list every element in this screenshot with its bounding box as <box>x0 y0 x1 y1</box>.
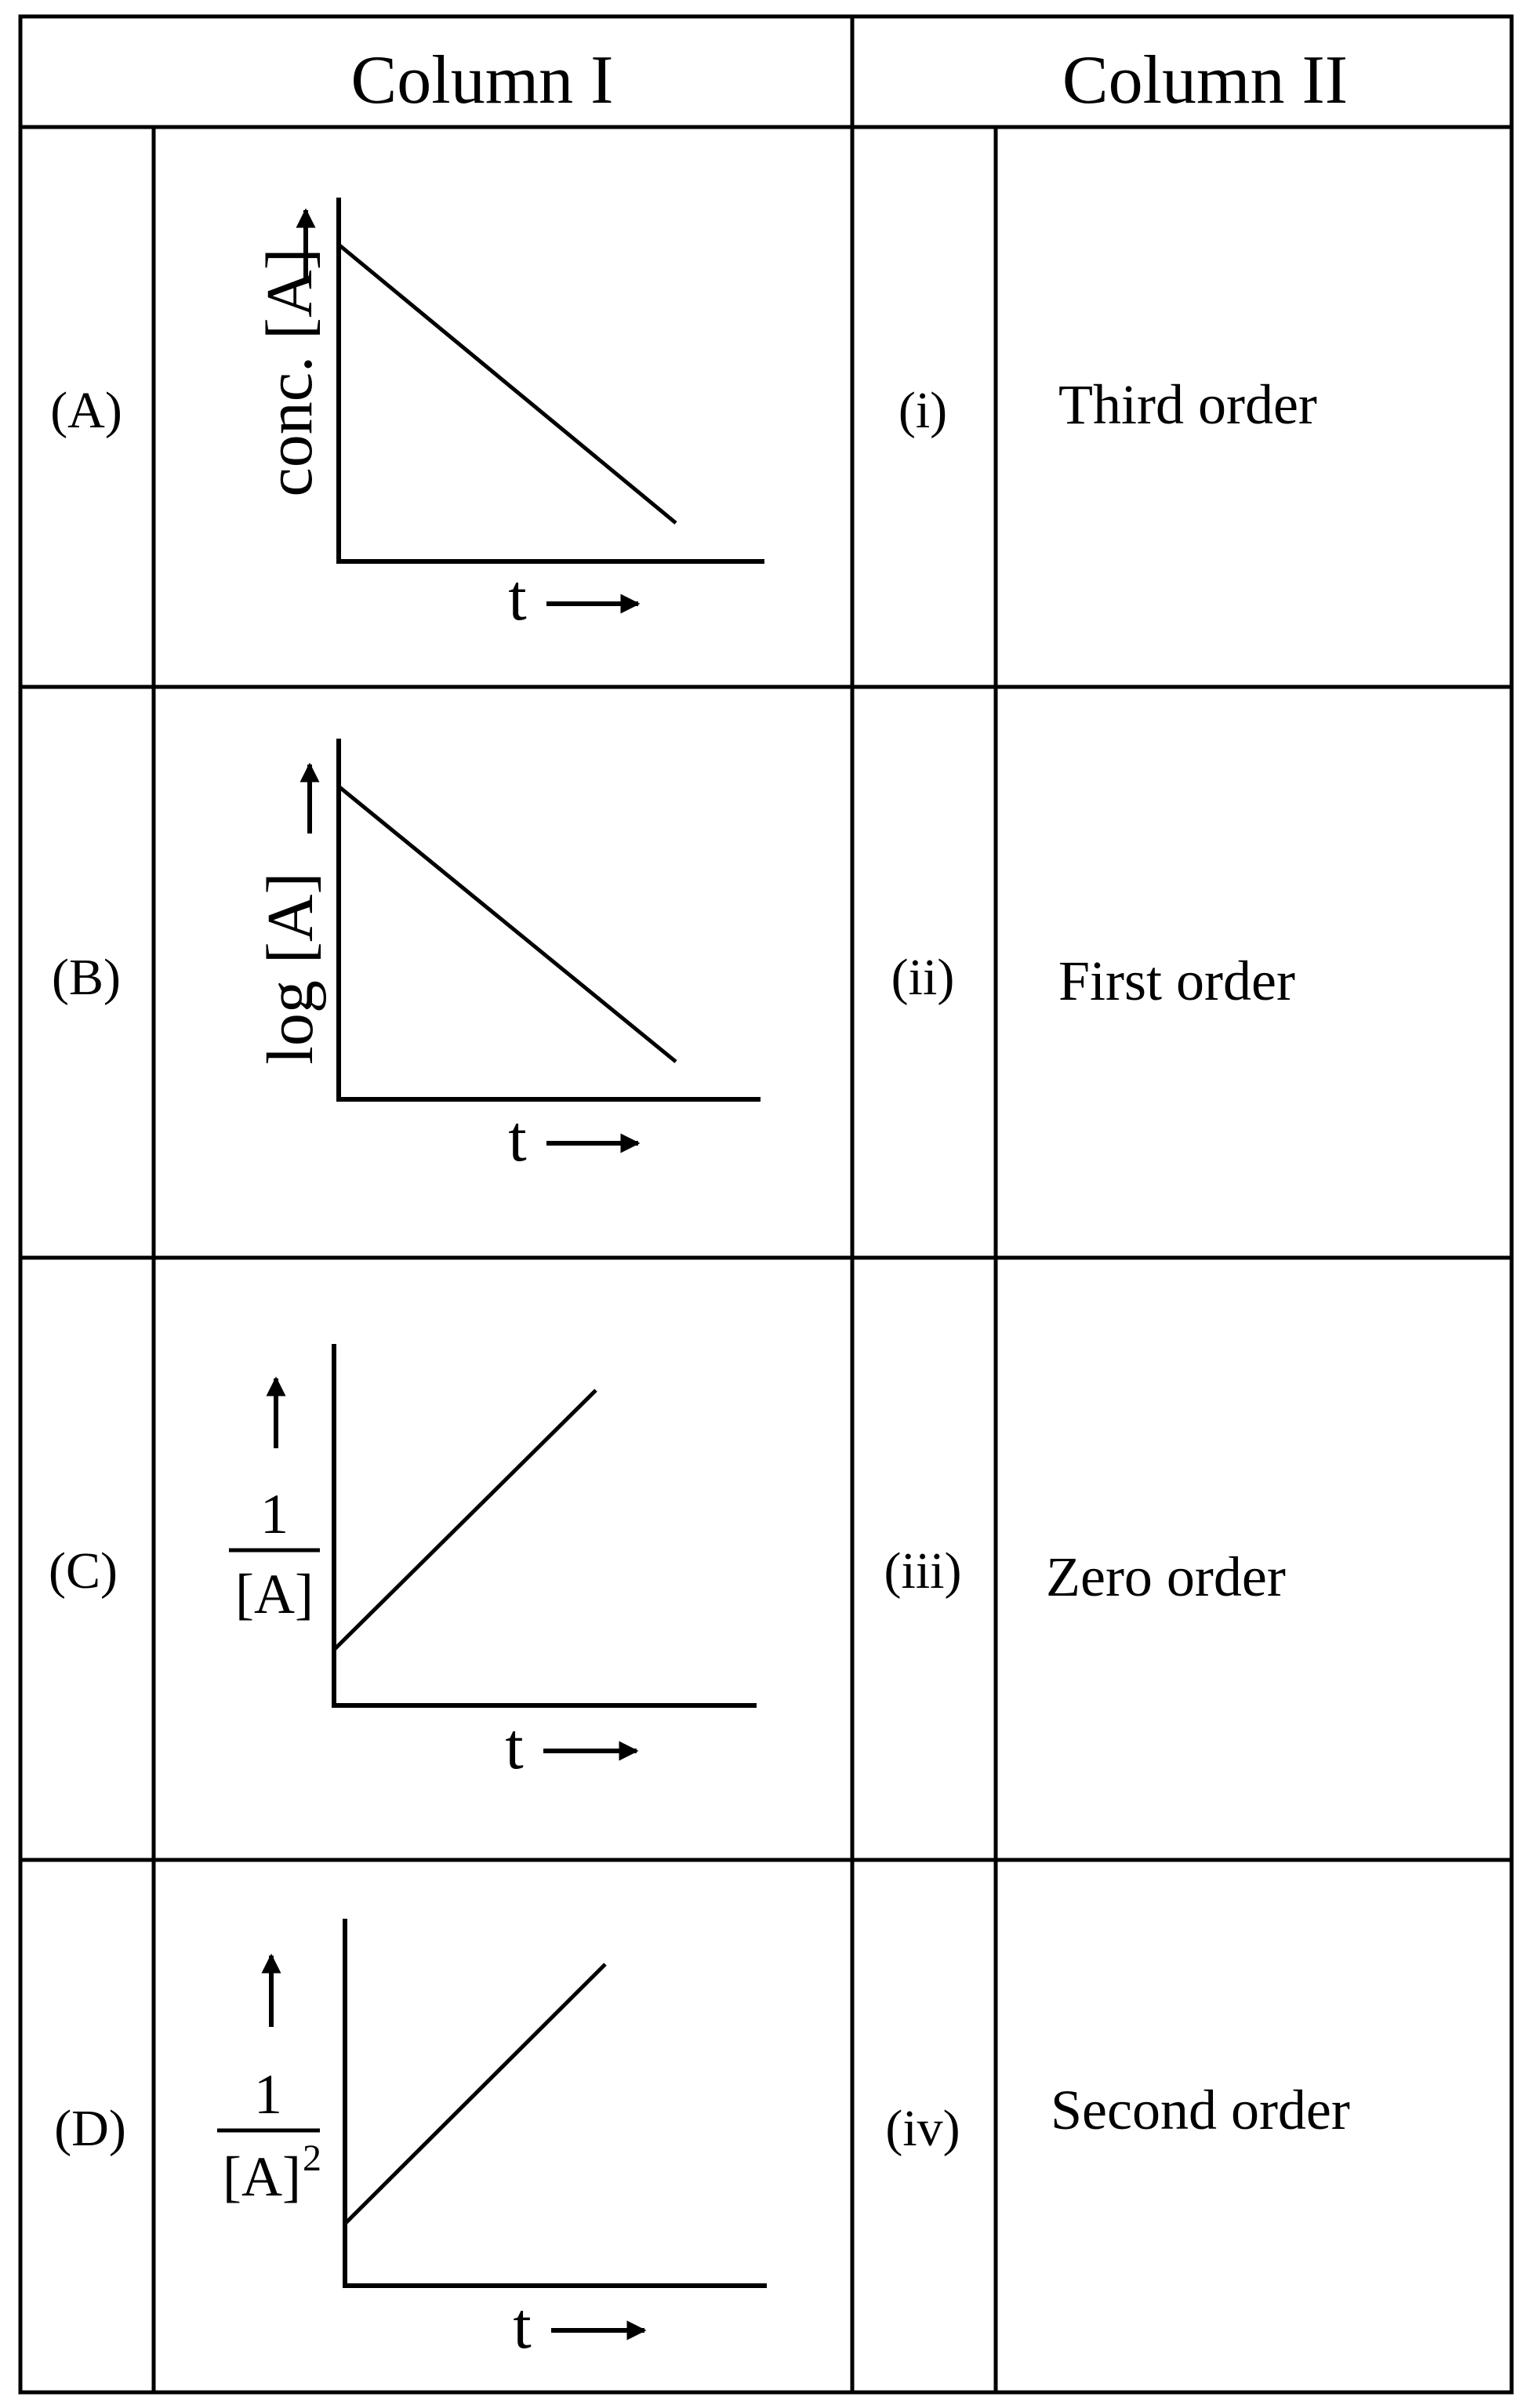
plot-line <box>339 245 676 523</box>
match-label: (iii) <box>884 1542 962 1600</box>
row-label: (D) <box>54 2100 126 2157</box>
match-text: Third order <box>1058 373 1317 436</box>
y-axis-label: conc. [A] <box>253 248 326 497</box>
plot-line <box>339 786 676 1062</box>
row-label: (C) <box>49 1542 118 1600</box>
y-axis-numerator: 1 <box>254 2063 282 2126</box>
graph-b <box>254 739 761 1175</box>
graph-axes <box>339 739 761 1099</box>
match-label: (iv) <box>885 2100 960 2157</box>
x-axis-label: t <box>508 561 527 634</box>
match-text: Zero order <box>1046 1545 1286 1608</box>
graph-axes <box>334 1344 757 1705</box>
graph-a <box>253 198 764 634</box>
y-axis-denominator: [A] <box>223 2145 301 2208</box>
column-2-heading: Column II <box>1062 42 1349 118</box>
plot-line <box>334 1390 596 1650</box>
y-axis-label: log [A] <box>254 872 327 1065</box>
match-label: (i) <box>898 382 948 439</box>
match-text: First order <box>1058 950 1295 1012</box>
y-axis-denominator: [A] <box>235 1563 314 1625</box>
graph-axes <box>339 198 764 561</box>
row-label: (B) <box>52 949 121 1006</box>
row-d <box>54 1919 1350 2363</box>
y-axis-numerator: 1 <box>260 1483 289 1545</box>
graph-axes <box>345 1919 767 2286</box>
x-axis-label: t <box>513 2290 532 2363</box>
match-text: Second order <box>1051 2079 1350 2141</box>
plot-line <box>345 1964 605 2224</box>
x-axis-label: t <box>508 1102 527 1175</box>
column-1-heading: Column I <box>350 42 614 118</box>
graph-c <box>229 1344 757 1783</box>
graph-d <box>217 1919 767 2363</box>
row-c <box>49 1344 1286 1783</box>
x-axis-label: t <box>505 1710 524 1783</box>
row-a <box>50 198 1317 634</box>
y-axis-exponent: 2 <box>303 2137 321 2179</box>
row-b <box>52 739 1295 1175</box>
match-label: (ii) <box>891 949 955 1006</box>
row-label: (A) <box>50 382 122 439</box>
